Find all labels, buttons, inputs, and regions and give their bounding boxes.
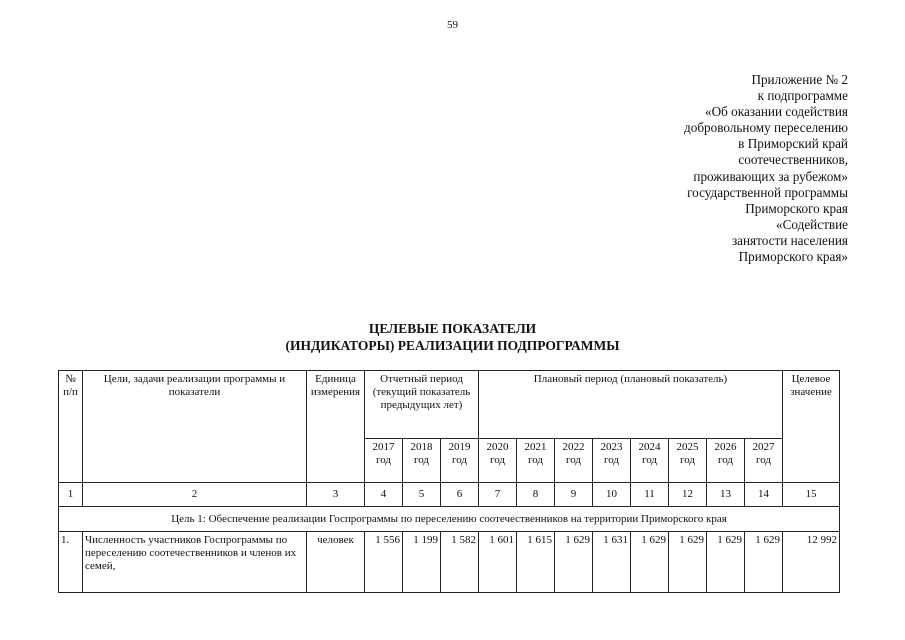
row-value: 1 631: [593, 532, 631, 593]
column-number: 14: [745, 483, 783, 507]
appendix-line: Приморского края»: [738, 249, 848, 265]
appendix-line: в Приморский край: [738, 136, 848, 152]
header-year: 2017 год: [365, 439, 403, 483]
row-value: 1 556: [365, 532, 403, 593]
title-line-2: (ИНДИКАТОРЫ) РЕАЛИЗАЦИИ ПОДПРОГРАММЫ: [285, 338, 620, 353]
row-value: 1 629: [707, 532, 745, 593]
column-number: 7: [479, 483, 517, 507]
appendix-line: проживающих за рубежом»: [693, 168, 848, 184]
column-number: 12: [669, 483, 707, 507]
page-number: 59: [447, 19, 458, 31]
header-year: 2026 год: [707, 439, 745, 483]
appendix-line: «Об оказании содействия: [705, 104, 848, 120]
row-value: 1 199: [403, 532, 441, 593]
document-title: [0, 320, 905, 354]
header-year: 2022 год: [555, 439, 593, 483]
header-year: 2018 год: [403, 439, 441, 483]
row-value: 1 615: [517, 532, 555, 593]
row-value: 1 629: [555, 532, 593, 593]
column-number: 8: [517, 483, 555, 507]
indicators-table: [58, 370, 840, 593]
header-year: 2020 год: [479, 439, 517, 483]
column-number: 15: [783, 483, 840, 507]
appendix-line: к подпрограмме: [757, 88, 848, 104]
table-row: [59, 532, 840, 593]
row-value: 1 629: [745, 532, 783, 593]
column-number: 5: [403, 483, 441, 507]
header-year: 2027 год: [745, 439, 783, 483]
goal-row: Цель 1: Обеспечение реализации Госпрограммы по переселению соотечественников на территории Приморского края: [59, 507, 840, 532]
header-year: 2021 год: [517, 439, 555, 483]
column-number: 1: [59, 483, 83, 507]
row-unit: человек: [307, 532, 365, 593]
row-num: 1.: [59, 532, 83, 593]
column-number: 3: [307, 483, 365, 507]
header-year: 2025 год: [669, 439, 707, 483]
row-indicator: Численность участников Госпрограммы по переселению соотечественников и членов их семей,: [83, 532, 307, 593]
column-number: 10: [593, 483, 631, 507]
appendix-line: Приложение № 2: [751, 72, 848, 87]
appendix-line: соотечественников,: [738, 152, 848, 168]
appendix-note: [588, 72, 848, 265]
column-number: 11: [631, 483, 669, 507]
column-number: 4: [365, 483, 403, 507]
column-number: 6: [441, 483, 479, 507]
header-year: 2023 год: [593, 439, 631, 483]
header-year: 2019 год: [441, 439, 479, 483]
row-value: 1 629: [631, 532, 669, 593]
header-unit: Единица измерения: [307, 371, 365, 483]
header-goals: Цели, задачи реализации программы и показатели: [83, 371, 307, 483]
column-number: 2: [83, 483, 307, 507]
header-num: № п/п: [59, 371, 83, 483]
header-plan-period: Плановый период (плановый показатель): [479, 371, 783, 439]
appendix-line: «Содействие: [776, 216, 848, 232]
column-number: 13: [707, 483, 745, 507]
appendix-line: добровольному переселению: [684, 120, 848, 136]
appendix-line: занятости населения: [731, 232, 848, 248]
header-target: Целевое значение: [783, 371, 840, 483]
row-value: 1 582: [441, 532, 479, 593]
row-value: 1 629: [669, 532, 707, 593]
header-report-period: Отчетный период (текущий показатель предыдущих лет): [365, 371, 479, 439]
title-line-1: ЦЕЛЕВЫЕ ПОКАЗАТЕЛИ: [368, 321, 537, 336]
appendix-line: государственной программы: [687, 184, 848, 200]
appendix-line: Приморского края: [745, 200, 848, 216]
column-number: 9: [555, 483, 593, 507]
row-value: 1 601: [479, 532, 517, 593]
header-year: 2024 год: [631, 439, 669, 483]
row-target: 12 992: [783, 532, 840, 593]
